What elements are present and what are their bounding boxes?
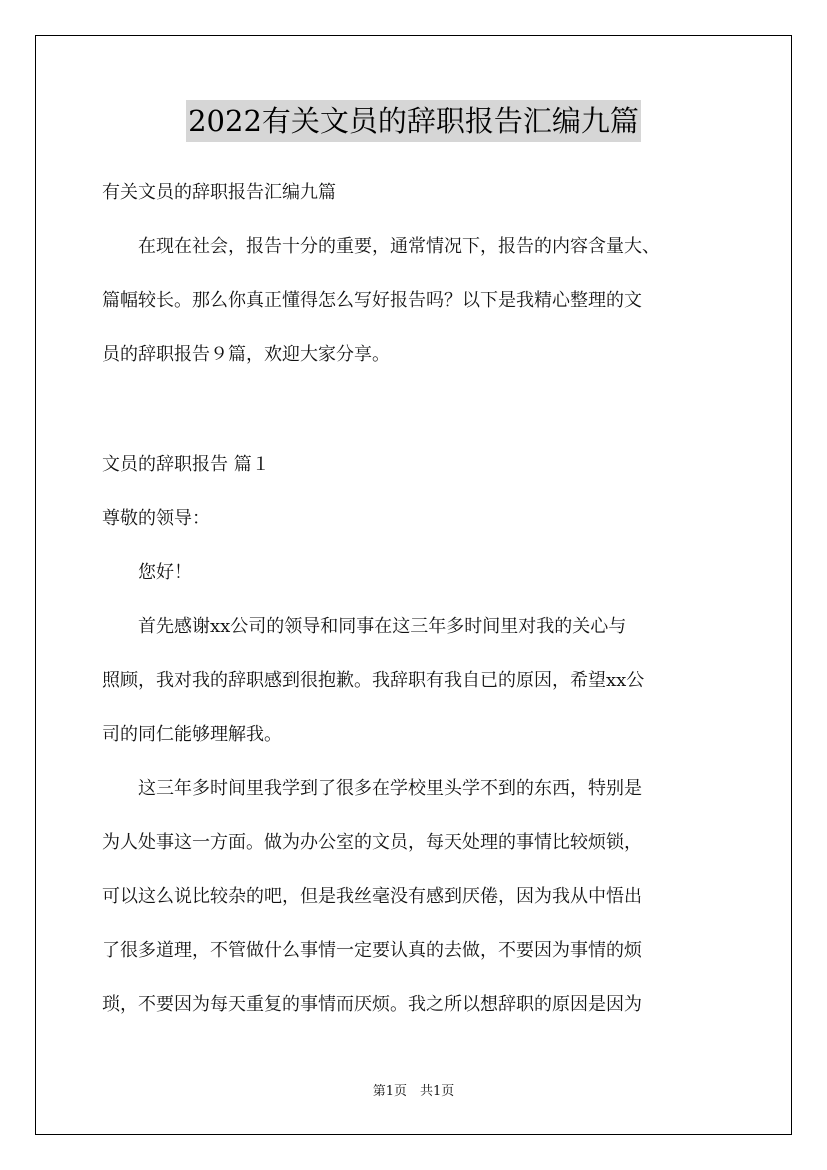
body-line: 为人处事这一方面。做为办公室的文员，每天处理的事情比较烦锁， xyxy=(102,832,642,853)
body-line: 了很多道理，不管做什么事情一定要认真的去做，不要因为事情的烦 xyxy=(102,940,642,961)
body-line: 司的同仁能够理解我。 xyxy=(102,724,282,745)
body-line: 可以这么说比较杂的吧，但是我丝毫没有感到厌倦，因为我从中悟出 xyxy=(102,886,642,907)
body-line: 这三年多时间里我学到了很多在学校里头学不到的东西，特别是 xyxy=(102,778,642,799)
body-line: 琐，不要因为每天重复的事情而厌烦。我之所以想辞职的原因是因为 xyxy=(102,994,642,1015)
intro-line: 员的辞职报告９篇，欢迎大家分享。 xyxy=(102,344,390,365)
document-title: 2022有关文员的辞职报告汇编九篇 xyxy=(186,100,641,142)
title-container xyxy=(0,100,827,142)
salutation: 尊敬的领导： xyxy=(102,508,210,529)
section-heading: 文员的辞职报告 篇１ xyxy=(102,454,270,475)
greeting: 您好！ xyxy=(102,562,192,583)
body-line: 照顾，我对我的辞职感到很抱歉。我辞职有我自已的原因，希望xx公 xyxy=(102,670,645,691)
page-footer: 第1页 共1页 xyxy=(372,1084,455,1099)
intro-line: 在现在社会，报告十分的重要，通常情况下，报告的内容含量大、 xyxy=(102,236,660,257)
body-line: 首先感谢xx公司的领导和同事在这三年多时间里对我的关心与 xyxy=(102,616,627,637)
document-subtitle: 有关文员的辞职报告汇编九篇 xyxy=(102,182,336,203)
intro-line: 篇幅较长。那么你真正懂得怎么写好报告吗？以下是我精心整理的文 xyxy=(102,290,642,311)
